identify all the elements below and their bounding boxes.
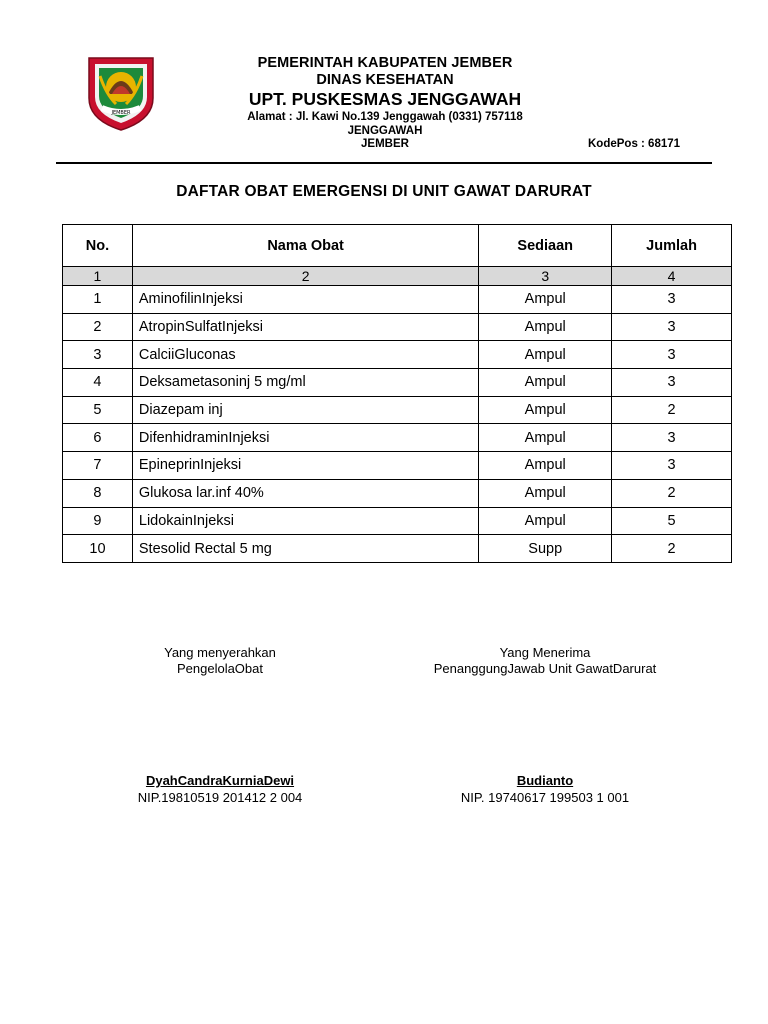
medicine-table [62,224,732,563]
cell-jumlah: 3 [612,341,732,369]
address-line: Alamat : Jl. Kawi No.139 Jenggawah (0331) 757118 [247,111,523,123]
cell-nama-obat: Deksametasoninj 5 mg/ml [132,369,478,397]
signer-role: Yang Menerima [499,645,591,660]
signer-position: PengelolaObat [176,661,263,676]
cell-no: 6 [63,424,133,452]
cell-jumlah: 3 [612,286,732,314]
table-row [63,396,732,424]
column-number: 4 [612,267,732,286]
cell-nama-obat: EpineprinInjeksi [132,452,478,480]
signer-position: PenanggungJawab Unit GawatDarurat [433,661,657,676]
signer-nip: NIP. 19740617 199503 1 001 [460,790,630,805]
signer-name: DyahCandraKurniaDewi [145,773,295,788]
cell-sediaan: Ampul [479,452,612,480]
cell-sediaan: Supp [479,535,612,563]
cell-no: 7 [63,452,133,480]
cell-no: 4 [63,369,133,397]
header-sediaan: Sediaan [479,225,612,267]
table-row [63,341,732,369]
cell-sediaan: Ampul [479,396,612,424]
document-title: DAFTAR OBAT EMERGENSI DI UNIT GAWAT DARURAT [176,183,592,200]
header-jumlah: Jumlah [612,225,732,267]
cell-no: 9 [63,507,133,535]
column-number: 3 [479,267,612,286]
table-row [63,369,732,397]
cell-jumlah: 2 [612,479,732,507]
table-header-row [63,225,732,267]
cell-no: 5 [63,396,133,424]
cell-jumlah: 3 [612,452,732,480]
cell-sediaan: Ampul [479,286,612,314]
cell-jumlah: 2 [612,396,732,424]
cell-no: 3 [63,341,133,369]
column-number: 2 [132,267,478,286]
signer-name: Budianto [516,773,574,788]
table-row [63,424,732,452]
cell-nama-obat: AminofilinInjeksi [132,286,478,314]
header-no: No. [63,225,133,267]
cell-nama-obat: Diazepam inj [132,396,478,424]
city-line-1: JENGGAWAH [347,125,423,137]
cell-nama-obat: AtropinSulfatInjeksi [132,313,478,341]
header-divider [56,162,712,164]
cell-jumlah: 5 [612,507,732,535]
city-line-2: JEMBER [361,138,409,150]
cell-nama-obat: Glukosa lar.inf 40% [132,479,478,507]
table-row [63,535,732,563]
cell-jumlah: 3 [612,424,732,452]
header-nama-obat: Nama Obat [132,225,478,267]
cell-jumlah: 3 [612,313,732,341]
kabupaten-jember-logo [86,54,156,132]
cell-no: 1 [63,286,133,314]
table-row [63,479,732,507]
cell-nama-obat: LidokainInjeksi [132,507,478,535]
signer-role: Yang menyerahkan [164,645,276,660]
cell-sediaan: Ampul [479,313,612,341]
table-row [63,452,732,480]
cell-sediaan: Ampul [479,369,612,397]
logo-caption: JEMBER [111,110,131,116]
cell-sediaan: Ampul [479,479,612,507]
cell-jumlah: 3 [612,369,732,397]
cell-nama-obat: CalciiGluconas [132,341,478,369]
government-name: PEMERINTAH KABUPATEN JEMBER [257,55,513,71]
cell-no: 2 [63,313,133,341]
cell-nama-obat: DifenhidraminInjeksi [132,424,478,452]
cell-nama-obat: Stesolid Rectal 5 mg [132,535,478,563]
table-row [63,507,732,535]
cell-no: 8 [63,479,133,507]
cell-sediaan: Ampul [479,424,612,452]
cell-jumlah: 2 [612,535,732,563]
department-name: DINAS KESEHATAN [316,72,454,88]
column-number: 1 [63,267,133,286]
puskesmas-name: UPT. PUSKESMAS JENGGAWAH [248,89,522,109]
table-row [63,313,732,341]
cell-sediaan: Ampul [479,341,612,369]
cell-sediaan: Ampul [479,507,612,535]
table-row [63,286,732,314]
column-number-row [63,267,732,286]
cell-no: 10 [63,535,133,563]
signer-nip: NIP.19810519 201412 2 004 [137,790,303,805]
postal-code: KodePos : 68171 [588,138,681,150]
